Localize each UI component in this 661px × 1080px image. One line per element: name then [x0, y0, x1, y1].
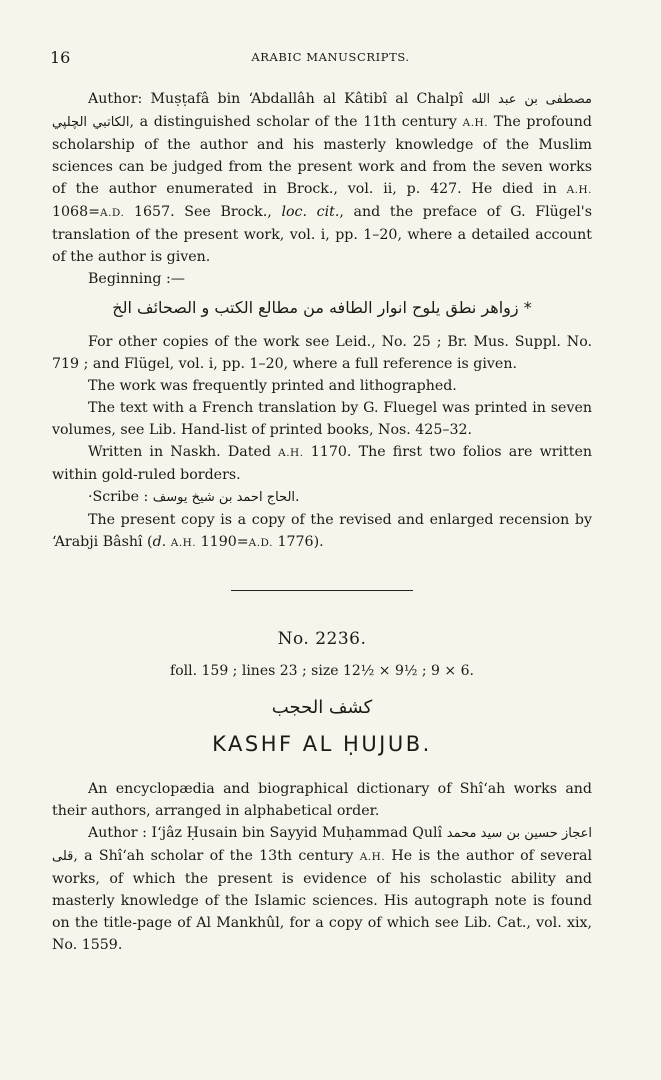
section-divider	[231, 590, 413, 591]
scribe-line: ·Scribe : الحاج احمد بن شيخ يوسف.	[88, 489, 300, 505]
folio-details: foll. 159 ; lines 23 ; size 12½ × 9½ ; 9 × 6.	[170, 663, 474, 679]
page-header	[50, 48, 611, 70]
page-body	[52, 88, 592, 956]
author2-paragraph: Author : I‘jâz Ḥusain bin Sayyid Muḥammad Qulî اعجاز حسين بن سيد محمد قلى, a Shî‘ah scholar of the 13th century A.H. He is the author of several works, of which the present is evidence of his scholastic ability and masterly knowledge of the Islamic sciences. His autograph note is found on the title-page of Al Mankhûl, for a copy of which see Lib. Cat., vol. xix, No. 1559.	[52, 825, 592, 953]
written-paragraph: Written in Naskh. Dated A.H. 1170. The first two folios are written within gold-ruled borders.	[52, 444, 592, 483]
scribe-arabic: الحاج احمد بن شيخ يوسف	[152, 490, 296, 505]
printed-paragraph: The work was frequently printed and lithographed.	[88, 378, 457, 394]
entry-title: KASHF AL ḤUJUB.	[212, 732, 432, 756]
entry-number: No. 2236.	[277, 629, 367, 649]
author-arabic-name: مصطفى بن عبد الله الكاتبي الچلپي	[52, 92, 592, 130]
author2-arabic-name: اعجاز حسين بن سيد محمد قلى	[52, 826, 592, 864]
beginning-label: Beginning :—	[88, 271, 185, 287]
author-paragraph: Author: Muṣṭafâ bin ‘Abdallâh al Kâtibî al Chalpî مصطفى بن عبد الله الكاتبي الچلپي, a distinguished scholar of the 11th century A.H. The profound scholarship of the author and his masterly knowledge of the Muslim sciences can be judged from the present work and from the seven works of the author enumerated in Brock., vol. ii, p. 427. He died in A.H. 1068=A.D. 1657. See Brock., loc. cit., and the preface of G. Flügel's translation of the present work, vol. i, pp. 1–20, where a detailed account of the author is given.	[52, 91, 592, 265]
beginning-arabic-line: * زواهر نطق يلوح انوار الطافه من مطالع الكتب و الصحائف الخ	[112, 298, 532, 317]
page-number: 16	[50, 48, 71, 67]
running-title: ARABIC MANUSCRIPTS.	[251, 50, 410, 64]
other-copies-paragraph: For other copies of the work see Leid., No. 25 ; Br. Mus. Suppl. No. 719 ; and Flügel, vol. i, pp. 1–20, where a full reference is given.	[52, 334, 592, 372]
description-paragraph: An encyclopædia and biographical dictionary of Shî‘ah works and their authors, arranged in alphabetical order.	[52, 781, 592, 819]
translation-paragraph: The text with a French translation by G. Fluegel was printed in seven volumes, see Lib. Hand-list of printed books, Nos. 425–32.	[52, 400, 592, 438]
recension-paragraph: The present copy is a copy of the revised and enlarged recension by ‘Arabji Bâshî (d. A.H. 1190=A.D. 1776).	[52, 512, 592, 550]
arabic-title: كشف الحجب	[271, 697, 373, 718]
